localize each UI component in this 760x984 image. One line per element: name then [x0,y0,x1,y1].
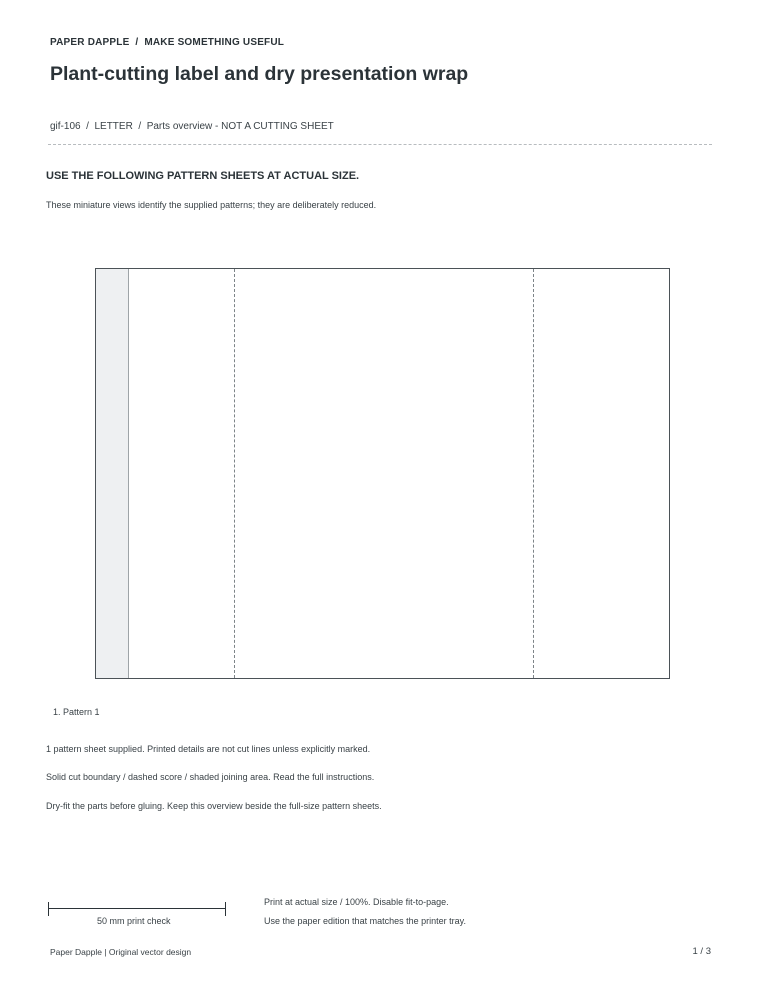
footer-credit: Paper Dapple | Original vector design [50,947,192,957]
score-line [234,269,235,678]
brand-line: PAPER DAPPLE / MAKE SOMETHING USEFUL [50,37,285,48]
section-heading: USE THE FOLLOWING PATTERN SHEETS AT ACTUAL SIZE. [46,170,360,182]
scale-bar-tick [48,902,49,916]
page-number: 1 / 3 [692,946,711,957]
note-text: 1 pattern sheet supplied. Printed details are not cut lines unless explicitly marked. [46,744,371,754]
glue-flap-area [96,269,129,678]
scale-label: 50 mm print check [97,916,171,926]
note-text: Solid cut boundary / dashed score / shaded joining area. Read the full instructions. [46,772,375,782]
intro-text: These miniature views identify the supplied patterns; they are deliberately reduced. [46,200,377,210]
scale-bar-line [48,908,226,909]
note-text: Dry-fit the parts before gluing. Keep this overview beside the full-size pattern sheets. [46,801,382,811]
page-title: Plant-cutting label and dry presentation wrap [50,63,469,85]
dashed-divider [48,144,712,145]
print-instruction: Print at actual size / 100%. Disable fit-to-page. [264,897,449,907]
scale-bar [48,902,226,916]
breadcrumb: gif-106 / LETTER / Parts overview - NOT A CUTTING SHEET [50,121,334,132]
scale-bar-tick [225,902,226,916]
pattern-preview [95,268,670,679]
print-instruction: Use the paper edition that matches the printer tray. [264,916,466,926]
score-line [533,269,534,678]
pattern-caption: 1. Pattern 1 [53,707,100,717]
